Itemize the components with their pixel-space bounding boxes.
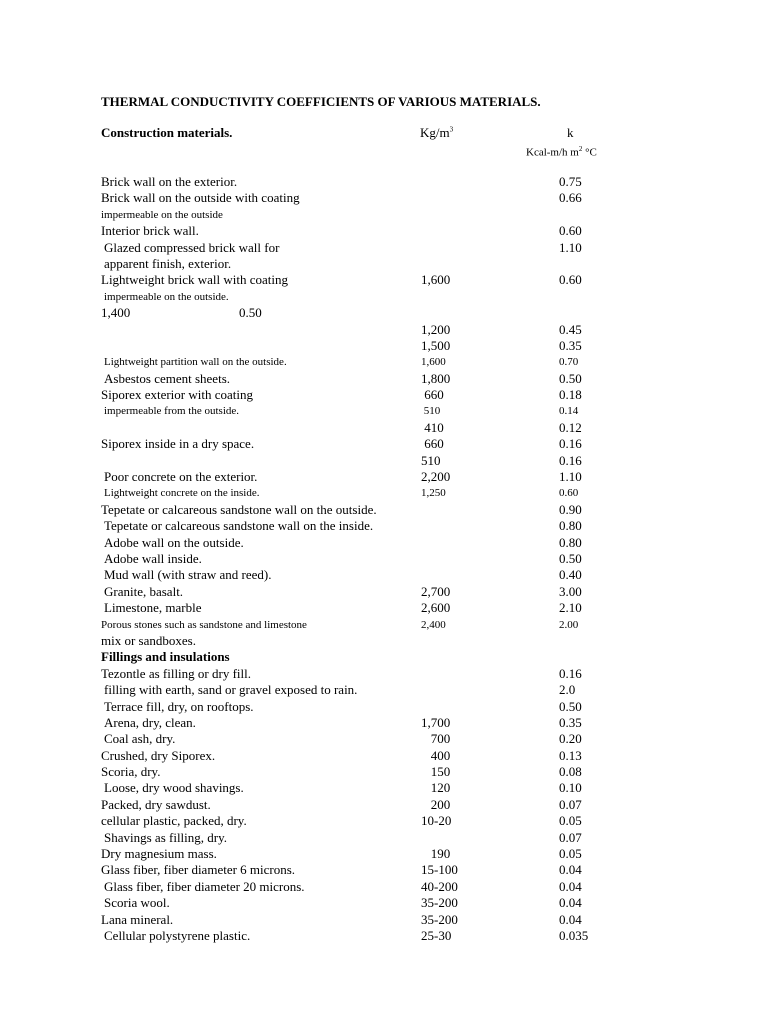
k-value: 1.10 bbox=[559, 239, 582, 255]
material-name: mix or sandboxes. bbox=[101, 632, 196, 648]
density-value: 35-200 bbox=[421, 895, 458, 911]
density-value: 200 bbox=[421, 796, 451, 812]
density-value: 1,200 bbox=[421, 321, 451, 337]
material-row bbox=[0, 912, 768, 928]
material-row bbox=[0, 928, 768, 944]
k-value: 0.07 bbox=[559, 796, 582, 812]
header-units: Kcal-m/h $m^2$ °C bbox=[526, 145, 597, 159]
material-row bbox=[0, 813, 768, 829]
material-row bbox=[0, 715, 768, 731]
density-value: 150 bbox=[421, 764, 451, 780]
density-value: 2,600 bbox=[421, 600, 451, 616]
k-value: 0.12 bbox=[559, 419, 582, 435]
material-name: Poor concrete on the exterior. bbox=[104, 469, 258, 485]
material-name: Terrace fill, dry, on rooftops. bbox=[104, 698, 254, 714]
material-name: Arena, dry, clean. bbox=[104, 714, 196, 730]
material-row bbox=[0, 289, 768, 305]
material-name: Lightweight brick wall with coating bbox=[101, 272, 289, 288]
material-row bbox=[0, 518, 768, 534]
k-value: 0.35 bbox=[559, 337, 582, 353]
material-name: Porous stones such as sandstone and limestone bbox=[101, 618, 307, 631]
density-value: 40-200 bbox=[421, 878, 458, 894]
material-row bbox=[0, 535, 768, 551]
material-name: apparent finish, exterior. bbox=[104, 255, 232, 271]
material-row bbox=[0, 453, 768, 469]
extra-value: 0.50 bbox=[239, 305, 262, 321]
material-row bbox=[0, 764, 768, 780]
material-row bbox=[0, 846, 768, 862]
material-row bbox=[0, 682, 768, 698]
material-name: Glazed compressed brick wall for bbox=[104, 239, 280, 255]
material-name: Asbestos cement sheets. bbox=[104, 370, 231, 386]
k-value: 2.0 bbox=[559, 682, 576, 698]
density-value: 660 bbox=[421, 436, 444, 452]
density-value: 1,250 bbox=[421, 487, 446, 500]
material-row bbox=[0, 403, 768, 419]
material-name: impermeable on the outside bbox=[101, 208, 223, 221]
material-row bbox=[0, 551, 768, 567]
material-name: Glass fiber, fiber diameter 6 microns. bbox=[101, 862, 296, 878]
material-name: Granite, basalt. bbox=[104, 583, 184, 599]
material-row bbox=[0, 731, 768, 747]
density-value: 2,200 bbox=[421, 469, 451, 485]
header-k: k bbox=[567, 125, 574, 140]
material-row bbox=[0, 436, 768, 452]
k-value: 0.60 bbox=[559, 272, 582, 288]
material-name: Tezontle as filling or dry fill. bbox=[101, 665, 251, 681]
k-value: 0.45 bbox=[559, 321, 582, 337]
k-value: 0.08 bbox=[559, 764, 582, 780]
k-value: 0.04 bbox=[559, 878, 582, 894]
k-value: 0.07 bbox=[559, 829, 582, 845]
material-name: Mud wall (with straw and reed). bbox=[104, 567, 272, 583]
k-value: 0.05 bbox=[559, 813, 582, 829]
material-row bbox=[0, 862, 768, 878]
density-value: 1,600 bbox=[421, 272, 451, 288]
material-name: impermeable on the outside. bbox=[104, 290, 229, 303]
k-value: 0.50 bbox=[559, 370, 582, 386]
material-name: Scoria, dry. bbox=[101, 764, 161, 780]
density-value: 510 bbox=[421, 452, 441, 468]
material-name: Fillings and insulations bbox=[101, 649, 230, 665]
k-value: 0.50 bbox=[559, 550, 582, 566]
material-name: Siporex exterior with coating bbox=[101, 387, 253, 403]
density-value: 190 bbox=[421, 846, 451, 862]
material-row bbox=[0, 666, 768, 682]
section-heading-row bbox=[0, 649, 768, 665]
material-row bbox=[0, 748, 768, 764]
material-row bbox=[0, 387, 768, 403]
material-name: Shavings as filling, dry. bbox=[104, 829, 228, 845]
density-value: 35-200 bbox=[421, 911, 458, 927]
material-row bbox=[0, 600, 768, 616]
k-value: 0.60 bbox=[559, 487, 579, 500]
material-name: impermeable from the outside. bbox=[104, 405, 240, 418]
material-row bbox=[0, 190, 768, 206]
k-value: 0.40 bbox=[559, 567, 582, 583]
material-name: Adobe wall on the outside. bbox=[104, 534, 244, 550]
material-row bbox=[0, 699, 768, 715]
material-name: Tepetate or calcareous sandstone wall on the outside. bbox=[101, 501, 377, 517]
density-value: 2,700 bbox=[421, 583, 451, 599]
k-value: 3.00 bbox=[559, 583, 582, 599]
material-name: Limestone, marble bbox=[104, 600, 202, 616]
material-name: Scoria wool. bbox=[104, 895, 170, 911]
density-value: 700 bbox=[421, 731, 451, 747]
k-value: 0.14 bbox=[559, 405, 579, 418]
k-value: 0.66 bbox=[559, 190, 582, 206]
material-name: Lightweight partition wall on the outside. bbox=[104, 356, 287, 369]
document-title: THERMAL CONDUCTIVITY COEFFICIENTS OF VARIOUS MATERIALS. bbox=[101, 94, 541, 109]
material-row bbox=[0, 338, 768, 354]
material-name: Coal ash, dry. bbox=[104, 731, 176, 747]
k-value: 1.10 bbox=[559, 469, 582, 485]
material-row bbox=[0, 567, 768, 583]
material-row bbox=[0, 256, 768, 272]
density-value: 1,800 bbox=[421, 370, 451, 386]
material-row bbox=[0, 797, 768, 813]
k-value: 0.13 bbox=[559, 747, 582, 763]
material-row bbox=[0, 223, 768, 239]
density-value: 15-100 bbox=[421, 862, 458, 878]
k-value: 2.10 bbox=[559, 600, 582, 616]
material-name: Crushed, dry Siporex. bbox=[101, 747, 216, 763]
material-row bbox=[0, 207, 768, 223]
material-name: Brick wall on the outside with coating bbox=[101, 190, 300, 206]
material-name: 1,400 bbox=[101, 305, 131, 321]
material-row bbox=[0, 895, 768, 911]
material-name: Dry magnesium mass. bbox=[101, 846, 217, 862]
material-name: cellular plastic, packed, dry. bbox=[101, 813, 247, 829]
material-name: Glass fiber, fiber diameter 20 microns. bbox=[104, 878, 305, 894]
header-category: Construction materials. bbox=[101, 125, 233, 140]
material-name: Tepetate or calcareous sandstone wall on the inside. bbox=[104, 518, 374, 534]
k-value: 2.00 bbox=[559, 618, 579, 631]
density-value: 1,500 bbox=[421, 337, 451, 353]
material-name: Lightweight concrete on the inside. bbox=[104, 487, 260, 500]
material-row bbox=[0, 420, 768, 436]
k-value: 0.80 bbox=[559, 518, 582, 534]
material-row bbox=[0, 485, 768, 501]
material-row bbox=[0, 879, 768, 895]
density-value: 10-20 bbox=[421, 813, 452, 829]
k-value: 0.90 bbox=[559, 501, 582, 517]
material-row bbox=[0, 371, 768, 387]
k-value: 0.50 bbox=[559, 698, 582, 714]
material-name: Brick wall on the exterior. bbox=[101, 174, 238, 189]
material-name: Siporex inside in a dry space. bbox=[101, 436, 255, 452]
k-value: 0.04 bbox=[559, 911, 582, 927]
density-value: 2,400 bbox=[421, 618, 446, 631]
density-value: 400 bbox=[421, 747, 451, 763]
material-name: Packed, dry sawdust. bbox=[101, 796, 211, 812]
material-name: Lana mineral. bbox=[101, 911, 174, 927]
k-value: 0.10 bbox=[559, 780, 582, 796]
density-value: 660 bbox=[421, 387, 444, 403]
material-row bbox=[0, 322, 768, 338]
k-value: 0.18 bbox=[559, 387, 582, 403]
density-value: 410 bbox=[421, 419, 444, 435]
material-row bbox=[0, 584, 768, 600]
density-value: 25-30 bbox=[421, 927, 452, 943]
material-row bbox=[0, 272, 768, 288]
k-value: 0.05 bbox=[559, 846, 582, 862]
k-value: 0.70 bbox=[559, 356, 579, 369]
material-row bbox=[0, 617, 768, 633]
material-row bbox=[0, 502, 768, 518]
material-name: Adobe wall inside. bbox=[104, 550, 202, 566]
material-row bbox=[0, 354, 768, 370]
density-value: 1,600 bbox=[421, 356, 446, 369]
material-name: Loose, dry wood shavings. bbox=[104, 780, 244, 796]
k-value: 0.04 bbox=[559, 895, 582, 911]
k-value: 0.60 bbox=[559, 223, 582, 239]
k-value: 0.75 bbox=[559, 174, 582, 189]
k-value: 0.80 bbox=[559, 534, 582, 550]
density-value: 510 bbox=[421, 405, 441, 418]
density-value: 120 bbox=[421, 780, 451, 796]
material-row bbox=[0, 174, 768, 190]
material-row bbox=[0, 780, 768, 796]
material-row bbox=[0, 305, 768, 321]
k-value: 0.16 bbox=[559, 665, 582, 681]
materials-table bbox=[0, 174, 768, 944]
k-value: 0.16 bbox=[559, 452, 582, 468]
material-row bbox=[0, 633, 768, 649]
k-value: 0.04 bbox=[559, 862, 582, 878]
k-value: 0.20 bbox=[559, 731, 582, 747]
k-value: 0.035 bbox=[559, 927, 589, 943]
density-value: 1,700 bbox=[421, 714, 451, 730]
material-row bbox=[0, 240, 768, 256]
header-density: $Kg/m^3$ bbox=[420, 125, 454, 140]
material-name: filling with earth, sand or gravel exposed to rain. bbox=[104, 682, 358, 698]
material-name: Interior brick wall. bbox=[101, 223, 199, 239]
material-name: Cellular polystyrene plastic. bbox=[104, 927, 251, 943]
material-row bbox=[0, 830, 768, 846]
material-row bbox=[0, 469, 768, 485]
k-value: 0.35 bbox=[559, 714, 582, 730]
k-value: 0.16 bbox=[559, 436, 582, 452]
